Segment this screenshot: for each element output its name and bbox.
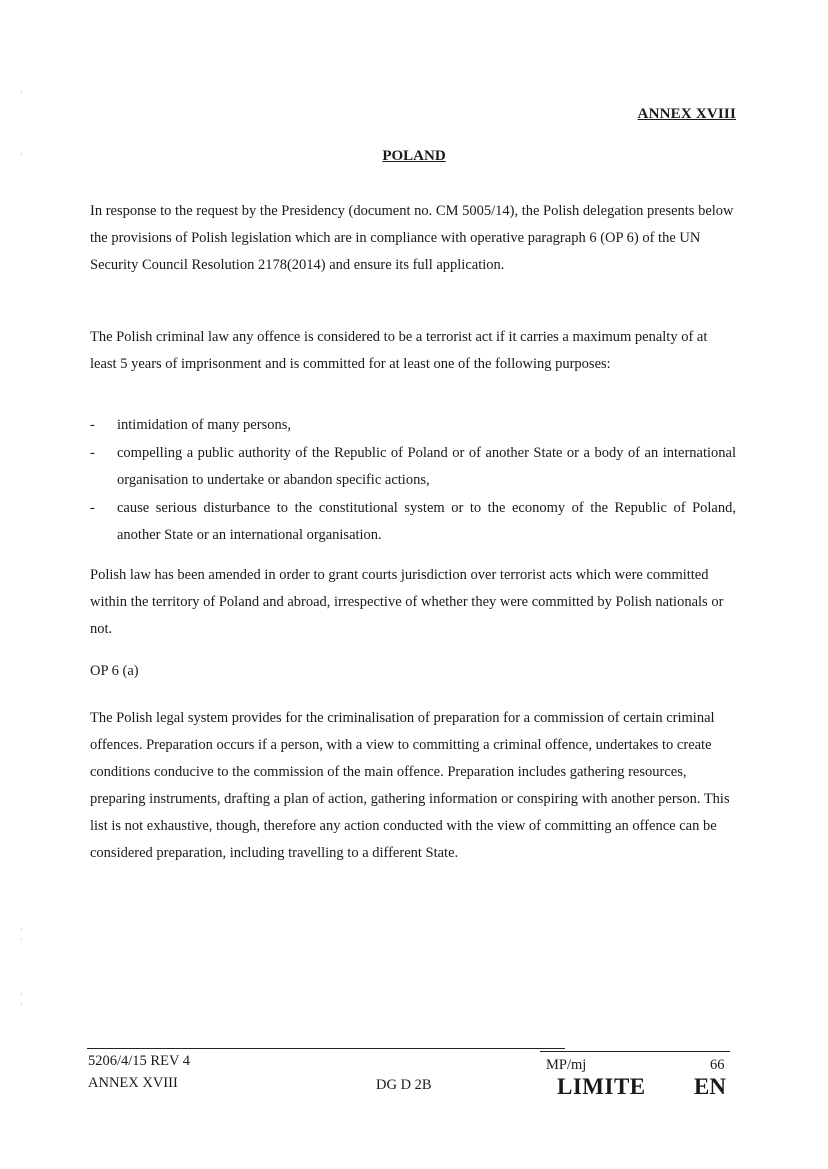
footer-annex: ANNEX XVIII: [88, 1075, 178, 1091]
scan-speck: ·: [20, 935, 23, 944]
scan-speck: ·: [20, 88, 23, 97]
list-item-text: cause serious disturbance to the constitutional system or to the economy of the Republic of Poland, another State or an international organisation.: [117, 500, 736, 543]
purposes-list: [90, 412, 736, 550]
country-title: [0, 148, 828, 165]
definition-paragraph: [90, 324, 734, 378]
intro-paragraph: [90, 198, 734, 279]
footer-classification: LIMITE: [557, 1074, 646, 1099]
annex-heading: ANNEX XVIII: [637, 106, 736, 122]
preparation-text: The Polish legal system provides for the criminalisation of preparation for a commission of certain criminal offences. Preparation occurs if a person, with a view to committing a criminal offence, undertakes to create conditions conducive to the commission of the main offence. Preparation includes gathering resources, preparing instruments, drafting a plan of action, gathering information or conspiring with another person. This list is not exhaustive, though, therefore any action conducted with the view of committing an offence can be considered preparation, including travelling to a different State.: [90, 710, 730, 861]
footer-doc-number: 5206/4/15 REV 4: [88, 1053, 191, 1069]
footer-page-number: 66: [710, 1057, 725, 1073]
jurisdiction-text: Polish law has been amended in order to grant courts jurisdiction over terrorist acts which were committed within the territory of Poland and abroad, irrespective of whether they were committed by Polish nationals or not.: [90, 567, 724, 637]
op-subheading-text: OP 6 (a): [90, 663, 139, 679]
footer-initials: MP/mj: [546, 1057, 587, 1073]
scan-speck: ·: [20, 990, 23, 999]
intro-text: In response to the request by the Presidency (document no. CM 5005/14), the Polish delegation presents below the provisions of Polish legislation which are in compliance with operative paragraph 6 (OP 6) of the UN Security Council Resolution 2178(2014) and ensure its full application.: [90, 203, 734, 273]
list-item: [90, 412, 736, 439]
definition-text: The Polish criminal law any offence is considered to be a terrorist act if it carries a maximum penalty of at least 5 years of imprisonment and is committed for at least one of the following purposes:: [90, 329, 708, 372]
preparation-paragraph: [90, 705, 734, 867]
scan-speck: ·: [20, 150, 23, 159]
footer-dg: DG D 2B: [376, 1077, 432, 1093]
footer-rule: [540, 1051, 730, 1052]
country-title-text: POLAND: [382, 148, 446, 164]
dash-bullet: -: [90, 445, 95, 461]
list-item-text: compelling a public authority of the Republic of Poland or of another State or a body of an international organisation to undertake or abandon specific actions,: [117, 445, 736, 488]
list-item: [90, 440, 736, 494]
jurisdiction-paragraph: [90, 562, 734, 643]
scan-speck: ·: [20, 1000, 23, 1009]
op-subheading: [90, 658, 734, 685]
list-item: [90, 495, 736, 549]
dash-bullet: -: [90, 417, 95, 433]
scan-speck: ·: [20, 925, 23, 934]
footer-language: EN: [694, 1074, 726, 1099]
list-item-text: intimidation of many persons,: [117, 417, 291, 433]
dash-bullet: -: [90, 500, 95, 516]
footer-rule: [87, 1048, 565, 1049]
